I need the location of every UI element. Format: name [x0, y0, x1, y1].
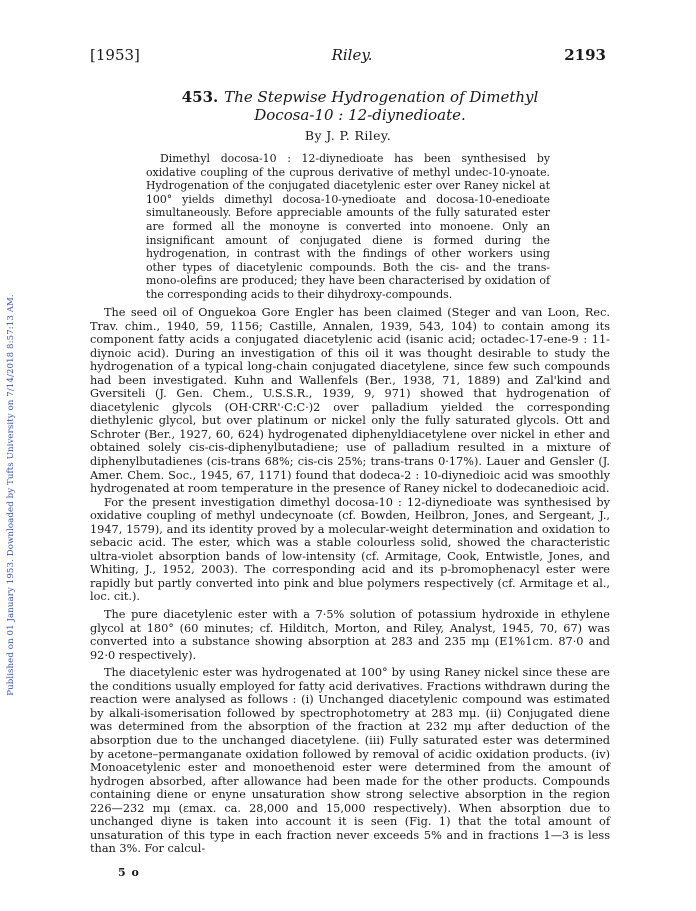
signature-mark: 5 o [118, 866, 140, 879]
article-body [90, 306, 610, 856]
article-title [170, 88, 550, 124]
running-head [90, 46, 606, 64]
body-paragraph: The seed oil of Onguekoa Gore Engler has been claimed (Steger and van Loon, Rec. Trav. chim., 1940, 59, 1156; Castille, Annalen, 1939, 543, 104) to contain among its component fatty acids a conjugated diacetylenic acid (isanic acid; octadec-17-ene-9 : 11-diynoic acid). During an investigation of this oil it was thought desirable to study the hydrogenation of a typical long-chain conjugated diacetylene, since few such compounds had been investigated. Kuhn and Wallenfels (Ber., 1938, 71, 1889) and Zal'kind and Gversiteli (J. Gen. Chem., U.S.S.R., 1939, 9, 971) showed that hydrogenation of diacetylenic glycols (OH·CRR'·C:C·)2 over palladium yielded the corresponding diethylenic glycol, but over platinum or nickel only the fully saturated glycols. Ott and Schroter (Ber., 1927, 60, 624) hydrogenated diphenyldiacetylene over nickel in ether and obtained solely cis-cis-diphenylbutadiene; use of palladium resulted in a mixture of diphenylbutadienes (cis-trans 68%; cis-cis 25%; trans-trans 0·17%). Lauer and Gensler (J. Amer. Chem. Soc., 1945, 67, 1171) found that dodeca-2 : 10-diynedioic acid was smoothly hydrogenated at room temperature in the presence of Raney nickel to dodecanedioic acid. [90, 306, 610, 496]
page-number: 2193 [564, 46, 606, 64]
download-provenance-note [4, 180, 18, 810]
running-head-year: [1953] [90, 46, 140, 64]
byline: By J. P. Riley. [304, 128, 392, 143]
provenance-text: Published on 01 January 1953. Downloaded by Tufts University on 7/14/2018 8:57:13 AM. [6, 294, 17, 696]
body-paragraph: For the present investigation dimethyl docosa-10 : 12-diynedioate was synthesised by oxidative coupling of methyl undecynoate (cf. Bowden, Heilbron, Jones, and Sergeant, J., 1947, 1579), and its identity proved by a molecular-weight determination and oxidation to sebacic acid. The ester, which was a stable colourless solid, showed the characteristic ultra-violet absorption bands of low-intensity (cf. Armitage, Cook, Entwistle, Jones, and Whiting, J., 1952, 2003). The corresponding acid and its p-bromophenacyl ester were rapidly but partly converted into pink and blue polymers respectively (cf. Armitage et al., loc. cit.). [90, 495, 610, 604]
running-head-author: Riley. [331, 46, 373, 64]
article-title-text: The Stepwise Hydrogenation of Dimethyl Docosa-10 : 12-diynedioate. [224, 88, 539, 124]
body-paragraph: The diacetylenic ester was hydrogenated at 100° by using Raney nickel since these are the conditions usually employed for fatty acid derivatives. Fractions withdrawn during the reaction were analysed as follows : (i) Unchanged diacetylenic compound was estimated by alkali-isomerisation followed by spectrophotometry at 283 mμ. (ii) Conjugated diene was determined from the absorption of the fraction at 232 mμ after deduction of the absorption due to the unchanged diacetylene. (iii) Fully saturated ester was determined by acetone–permanganate oxidation followed by removal of acidic oxidation products. (iv) Monoacetylenic ester and monoethenoid ester were determined from the amount of hydrogen absorbed, after allowance had been made for the other products. Compounds containing diene or enyne unsaturation show strong selective absorption in the region 226—232 mμ (εmax. ca. 28,000 and 15,000 respectively). When absorption due to unchanged diyne is taken into account it is seen (Fig. 1) that the total amount of unsaturation of this type in each fraction never exceeds 5% and in fractions 1—3 is less than 3%. For calcul- [90, 666, 610, 856]
article-number: 453. [181, 88, 219, 106]
abstract: Dimethyl docosa-10 : 12-diynedioate has been synthesised by oxidative coupling of the cuprous derivative of methyl undec-10-ynoate. Hydrogenation of the conjugated diacetylenic ester over Raney nickel at 100° yields dimethyl docosa-10-ynedioate and docosa-10-enedioate simultaneously. Before appreciable amounts of the fully saturated ester are formed all the monoyne is converted into monoene. Only an insignificant amount of conjugated diene is formed during the hydrogenation, in contrast with the findings of other workers using other types of diacetylenic compounds. Both the cis- and the trans-mono-olefins are produced; they have been characterised by oxidation of the corresponding acids to their dihydroxy-compounds. [146, 152, 550, 301]
body-paragraph: The pure diacetylenic ester with a 7·5% solution of potassium hydroxide in ethylene glycol at 180° (60 minutes; cf. Hilditch, Morton, and Riley, Analyst, 1945, 70, 67) was converted into a substance showing absorption at 283 and 235 mμ (E1%1cm. 87·0 and 92·0 respectively). [90, 608, 610, 662]
